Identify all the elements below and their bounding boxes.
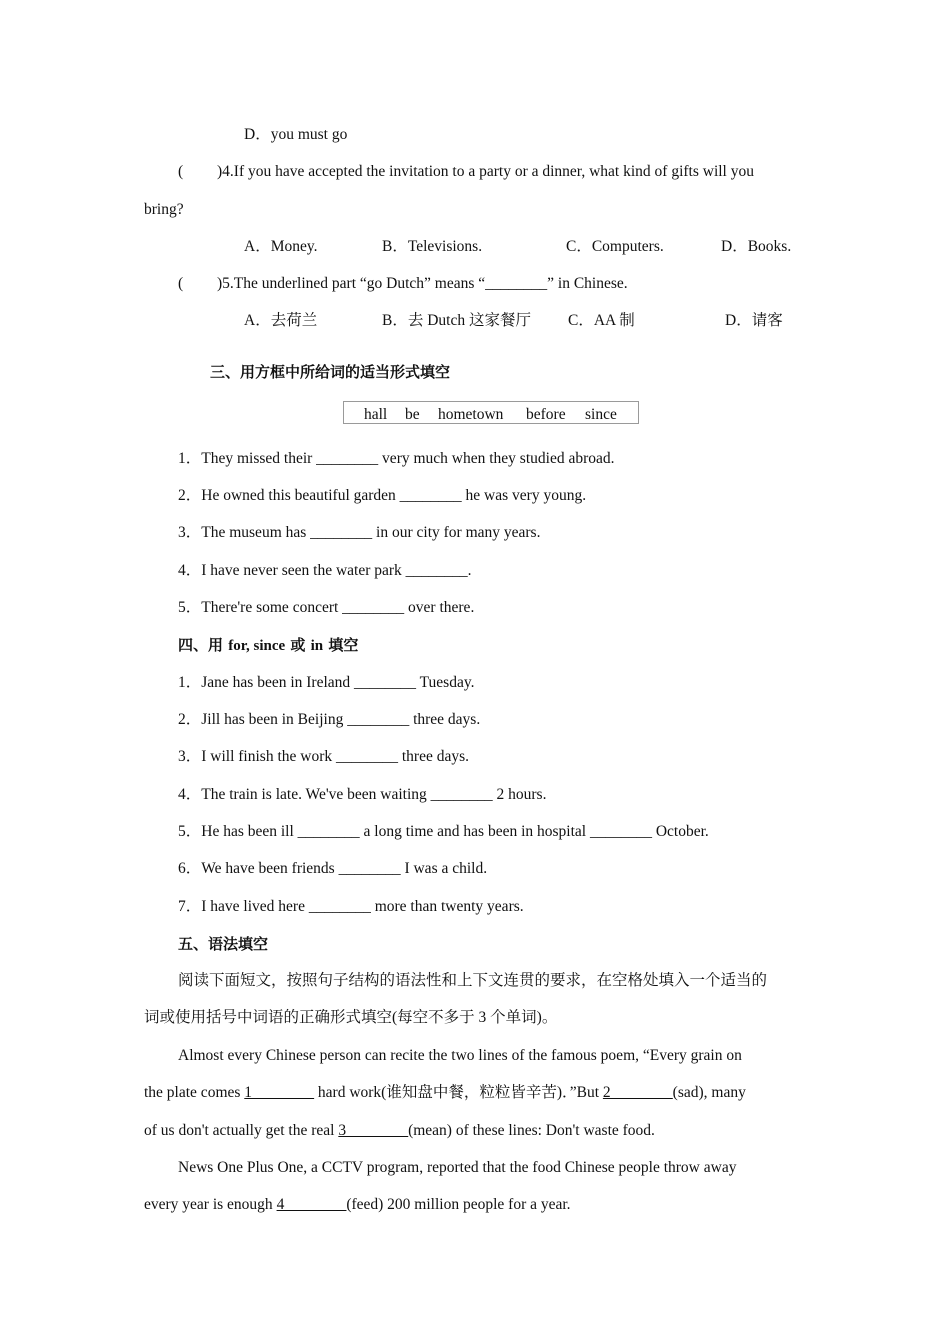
q5-option-c: C．AA 制 [568, 312, 635, 329]
q5-stem: )5.The underlined part “go Dutch” means “________” in Chinese. [217, 275, 628, 292]
section4-item: 1．Jane has been in Ireland ________ Tuesday. [178, 674, 475, 691]
section4-heading [178, 635, 358, 656]
section4-item: 3．I will finish the work ________ three days. [178, 748, 470, 765]
section4-item: 7．I have lived here ________ more than twenty years. [178, 898, 524, 915]
q4-stem: )4.If you have accepted the invitation to a party or a dinner, what kind of gifts will you [217, 163, 754, 180]
passage-text: hard work(谁知盘中餐，粒粒皆辛苦)．”But [314, 1084, 603, 1101]
q5-paren: ( [178, 275, 184, 292]
section4-item: 4．The train is late. We've been waiting ________ 2 hours. [178, 786, 547, 803]
section3-heading: 三、用方框中所给词的适当形式填空 [210, 363, 451, 381]
section4-heading-mid: 或 [285, 636, 311, 654]
passage-line [144, 1195, 571, 1215]
section3-item: 1．They missed their ________ very much when they studied abroad. [178, 450, 615, 467]
blank-1[interactable]: 1________ [244, 1084, 315, 1101]
section3-item: 3．The museum has ________ in our city for many years. [178, 524, 541, 541]
section3-item: 2．He owned this beautiful garden ________ he was very young. [178, 487, 587, 504]
passage-text: (sad), many [672, 1084, 746, 1101]
word-box-item: since [585, 406, 617, 423]
q4-option-b: B．Televisions. [382, 238, 483, 255]
q4-option-a: A．Money. [244, 238, 318, 255]
section4-item: 6．We have been friends ________ I was a child. [178, 860, 488, 877]
section4-heading-words: for, since [228, 638, 286, 654]
blank-2[interactable]: 2________ [602, 1084, 673, 1101]
passage-line: News One Plus One, a CCTV program, reported that the food Chinese people throw away [178, 1159, 737, 1176]
q4-option-c: C．Computers. [566, 238, 664, 255]
section3-item: 5．There're some concert ________ over there. [178, 599, 475, 616]
q5-option-b: B．去 Dutch 这家餐厅 [382, 312, 531, 329]
word-box-item: be [405, 406, 420, 423]
passage-line: Almost every Chinese person can recite the two lines of the famous poem, “Every grain on [178, 1047, 742, 1064]
section4-heading-in: in [310, 638, 324, 654]
word-box-item: hometown [438, 406, 504, 423]
section5-instructions: 阅读下面短文，按照句子结构的语法性和上下文连贯的要求，在空格处填入一个适当的 [178, 972, 768, 989]
passage-text: of us don't actually get the real [144, 1122, 339, 1139]
passage-text: (feed) 200 million people for a year. [346, 1196, 571, 1213]
word-box-item: before [526, 406, 566, 423]
word-box-item: hall [364, 406, 388, 423]
passage-text: every year is enough [144, 1196, 277, 1213]
section4-item: 2．Jill has been in Beijing ________ three days. [178, 711, 481, 728]
q5-option-d: D．请客 [725, 312, 783, 329]
q5-option-a: A．去荷兰 [244, 312, 318, 329]
section4-heading-pre: 四、用 [178, 636, 229, 654]
word-box [343, 401, 639, 424]
section4-heading-post: 填空 [323, 636, 359, 654]
passage-line [144, 1083, 746, 1103]
passage-text: (mean) of these lines: Don't waste food. [408, 1122, 655, 1139]
section5-heading: 五、语法填空 [178, 935, 269, 953]
q3-option-d: D．you must go [244, 126, 348, 143]
section4-item: 5．He has been ill ________ a long time and has been in hospital ________ October. [178, 823, 709, 840]
q4-stem-cont: bring? [144, 201, 184, 218]
passage-line [144, 1121, 655, 1141]
blank-3[interactable]: 3________ [338, 1122, 409, 1139]
blank-4[interactable]: 4________ [276, 1196, 347, 1213]
section3-item: 4．I have never seen the water park ________. [178, 562, 472, 579]
q4-paren: ( [178, 163, 184, 180]
q4-option-d: D．Books. [721, 238, 792, 255]
section5-instructions-cont: 词或使用括号中词语的正确形式填空(每空不多于 3 个单词)。 [144, 1009, 558, 1026]
passage-text: the plate comes [144, 1084, 245, 1101]
